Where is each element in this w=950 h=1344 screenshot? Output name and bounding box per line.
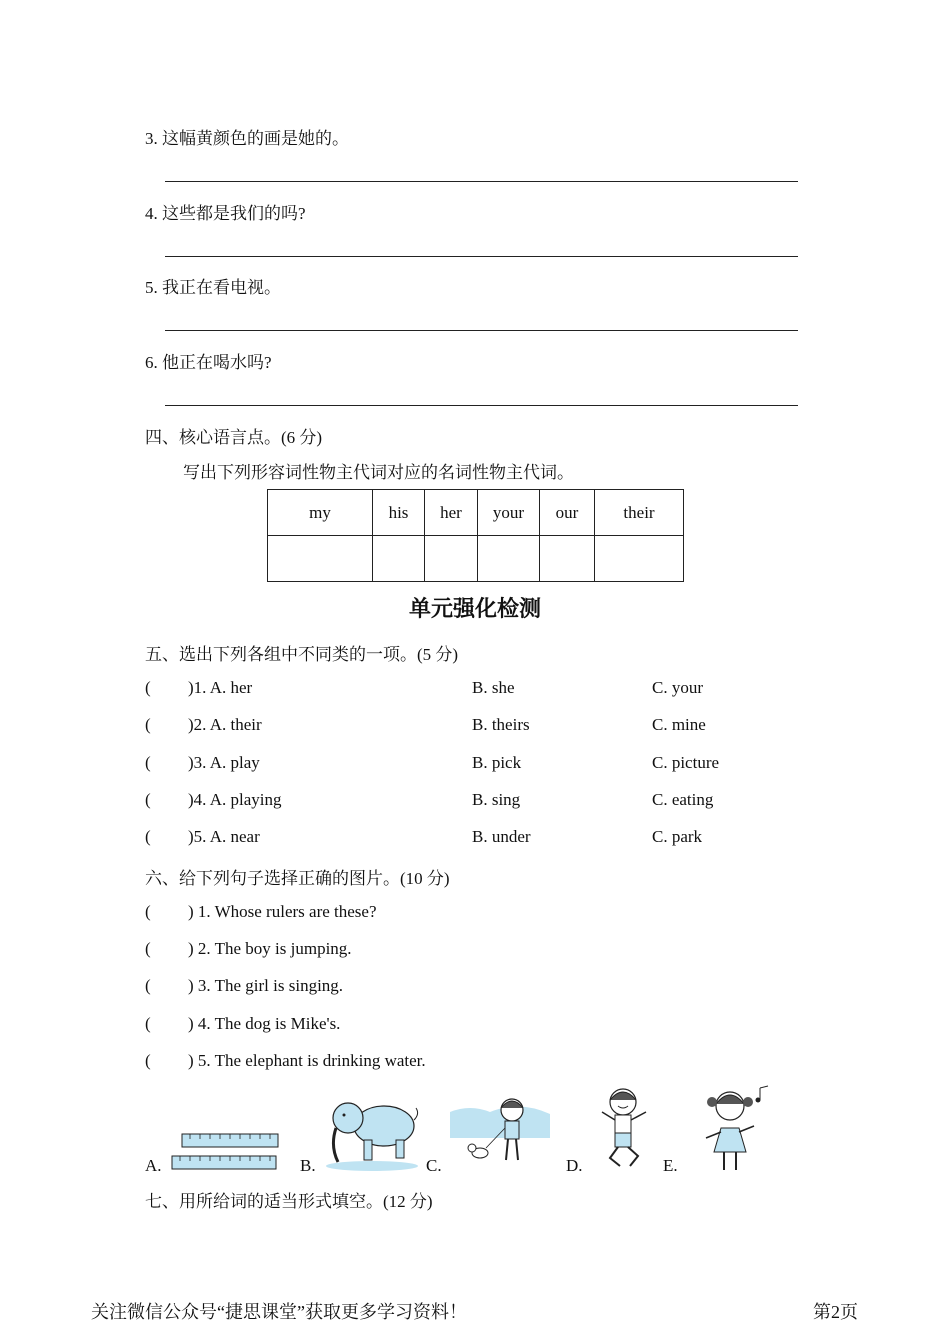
table-header-cell: your: [478, 490, 540, 536]
translation-item: 4. 这些都是我们的吗?: [145, 204, 306, 223]
answer-bracket[interactable]: (: [145, 790, 151, 809]
answer-bracket[interactable]: (: [145, 1014, 151, 1033]
section4-heading: 四、核心语言点。(6 分): [145, 428, 323, 447]
translation-item: 3. 这幅黄颜色的画是她的。: [145, 129, 349, 148]
answer-bracket[interactable]: (: [145, 827, 151, 846]
translation-item: 5. 我正在看电视。: [145, 278, 281, 297]
sentence: ) 4. The dog is Mike's.: [188, 1014, 341, 1033]
option-c: C. mine: [652, 715, 706, 734]
answer-line[interactable]: [165, 405, 798, 406]
question-option-a: )4. A. playing: [188, 790, 282, 809]
boy-walking-dog-picture: [450, 1090, 550, 1170]
table-header-cell: their: [595, 490, 684, 536]
option-c: C. your: [652, 678, 703, 697]
page-number: 第2页: [813, 1302, 858, 1322]
option-b: B. under: [472, 827, 531, 846]
answer-cell[interactable]: [540, 536, 595, 582]
section5-heading: 五、选出下列各组中不同类的一项。(5 分): [145, 645, 459, 664]
option-c: C. picture: [652, 753, 720, 772]
sentence: ) 5. The elephant is drinking water.: [188, 1051, 426, 1070]
answer-bracket[interactable]: (: [145, 976, 151, 995]
sentence: ) 1. Whose rulers are these?: [188, 902, 377, 921]
answer-cell[interactable]: [478, 536, 540, 582]
rulers-picture: [170, 1130, 280, 1174]
table-header-cell: his: [373, 490, 425, 536]
unit-title: 单元强化检测: [408, 597, 541, 622]
translation-item: 6. 他正在喝水吗?: [145, 353, 272, 372]
answer-cell[interactable]: [268, 536, 373, 582]
answer-line[interactable]: [165, 330, 798, 331]
elephant-picture: [322, 1090, 424, 1172]
option-b: B. pick: [472, 753, 522, 772]
boy-jumping-picture: [594, 1084, 654, 1174]
table-header-cell: our: [540, 490, 595, 536]
table-header-cell: my: [268, 490, 373, 536]
picture-label-e: E.: [663, 1156, 678, 1175]
sentence: ) 3. The girl is singing.: [188, 976, 344, 995]
option-b: B. sing: [472, 790, 521, 809]
section7-heading: 七、用所给词的适当形式填空。(12 分): [145, 1192, 433, 1211]
answer-bracket[interactable]: (: [145, 715, 151, 734]
picture-label-d: D.: [566, 1156, 583, 1175]
answer-bracket[interactable]: (: [145, 678, 151, 697]
picture-label-a: A.: [145, 1156, 162, 1175]
answer-bracket[interactable]: (: [145, 753, 151, 772]
answer-cell[interactable]: [595, 536, 684, 582]
section4-instruction: 写出下列形容词性物主代词对应的名词性物主代词。: [183, 463, 574, 482]
option-c: C. park: [652, 827, 703, 846]
option-b: B. she: [472, 678, 515, 697]
table-header-row: [268, 490, 684, 536]
answer-line[interactable]: [165, 181, 798, 182]
girl-singing-picture: [698, 1080, 776, 1174]
picture-label-b: B.: [300, 1156, 316, 1175]
section6-heading: 六、给下列句子选择正确的图片。(10 分): [145, 869, 450, 888]
question-option-a: )2. A. their: [188, 715, 262, 734]
picture-label-c: C.: [426, 1156, 442, 1175]
question-option-a: )3. A. play: [188, 753, 260, 772]
answer-bracket[interactable]: (: [145, 939, 151, 958]
table-header-cell: her: [425, 490, 478, 536]
answer-bracket[interactable]: (: [145, 902, 151, 921]
option-b: B. theirs: [472, 715, 530, 734]
question-option-a: )1. A. her: [188, 678, 253, 697]
question-option-a: )5. A. near: [188, 827, 260, 846]
footer-promo: 关注微信公众号“捷思课堂”获取更多学习资料！: [91, 1302, 467, 1322]
sentence: ) 2. The boy is jumping.: [188, 939, 352, 958]
option-c: C. eating: [652, 790, 714, 809]
table-answer-row: [268, 536, 684, 582]
answer-bracket[interactable]: (: [145, 1051, 151, 1070]
answer-cell[interactable]: [425, 536, 478, 582]
answer-cell[interactable]: [373, 536, 425, 582]
answer-line[interactable]: [165, 256, 798, 257]
pronoun-table: [267, 489, 684, 582]
